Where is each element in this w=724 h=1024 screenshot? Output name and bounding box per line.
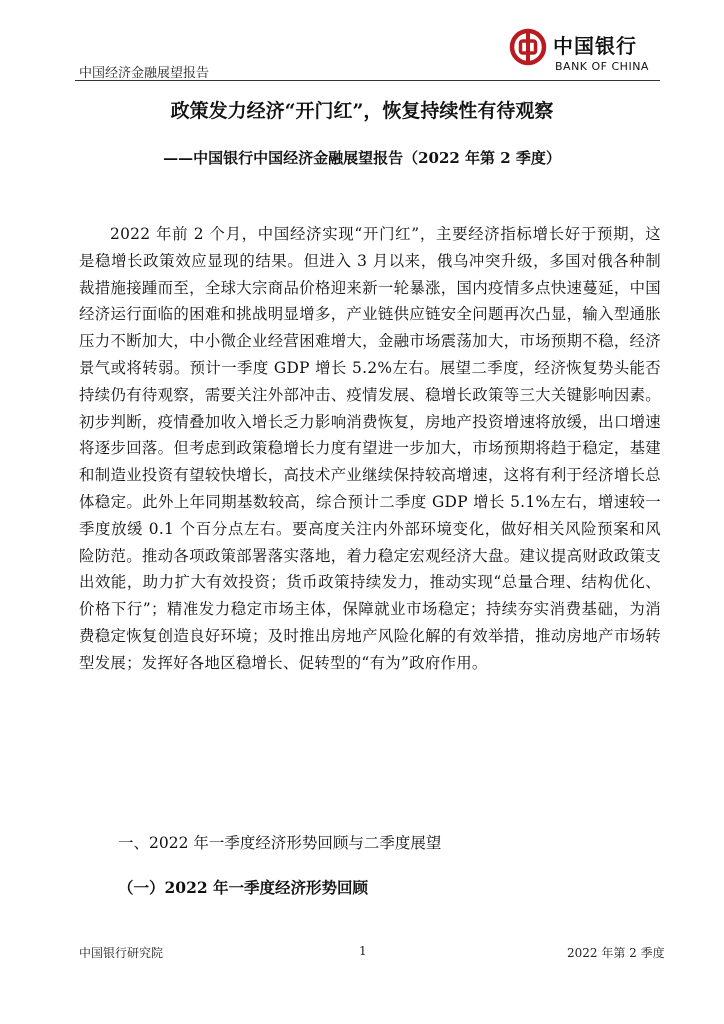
page-subtitle: ——中国银行中国经济金融展望报告（2022 年第 2 季度） — [163, 149, 561, 167]
section-heading-1-1: （一）2022 年一季度经济形势回顾 — [118, 878, 369, 897]
summary-paragraph — [79, 221, 661, 677]
footer-page-number: 1 — [359, 944, 367, 958]
section-heading-1: 一、2022 年一季度经济形势回顾与二季度展望 — [118, 834, 442, 852]
header-divider — [75, 80, 660, 81]
footer-quarter: 2022 年第 2 季度 — [567, 946, 665, 960]
logo-english-name: BANK OF CHINA — [555, 60, 649, 73]
bank-of-china-logo-icon — [509, 28, 547, 66]
logo-chinese-name: 中国银行 — [553, 34, 637, 58]
header-report-name: 中国经济金融展望报告 — [79, 66, 210, 81]
page-title: 政策发力经济“开门红”，恢复持续性有待观察 — [170, 100, 554, 122]
footer-institute: 中国银行研究院 — [79, 946, 164, 960]
summary-paragraph-text: 2022 年前 2 个月，中国经济实现“开门红”，主要经济指标增长好于预期，这是稳增长政策效应显现的结果。但进入 3 月以来，俄乌冲突升级，多国对俄各种制裁措施接踵而至，全球大宗商品价格迎来新一轮暴涨，国内疫情多点快速蔓延，中国经济运行面临的困难和挑战明显增多，产业链供应链安全问题再次凸显，输入型通胀压力不断加大，中小微企业经营困难增大，金融市场震荡加大，市场预期不稳，经济景气或将转弱。预计一季度 GDP 增长 5.2%左右。展望二季度，经济恢复势头能否持续仍有待观察，需要关注外部冲击、疫情发展、稳增长政策等三大关键影响因素。初步判断，疫情叠加收入增长乏力影响消费恢复，房地产投资增速将放缓，出口增速将逐步回落。但考虑到政策稳增长力度有望进一步加大，市场预期将趋于稳定，基建和制造业投资有望较快增长，高技术产业继续保持较高增速，这将有利于经济增长总体稳定。此外上年同期基数较高，综合预计二季度 GDP 增长 5.1%左右，增速较一季度放缓 0.1 个百分点左右。要高度关注内外部环境变化，做好相关风险预案和风险防范。推动各项政策部署落实落地，着力稳定宏观经济大盘。建议提高财政政策支出效能，助力扩大有效投资；货币政策持续发力，推动实现“总量合理、结构优化、价格下行”；精准发力稳定市场主体，保障就业市场稳定；持续夯实消费基础，为消费稳定恢复创造良好环境；及时推出房地产风险化解的有效举措，推动房地产市场转型发展；发挥好各地区稳增长、促转型的“有为”政府作用。 — [79, 225, 661, 672]
bank-logo — [509, 28, 659, 78]
